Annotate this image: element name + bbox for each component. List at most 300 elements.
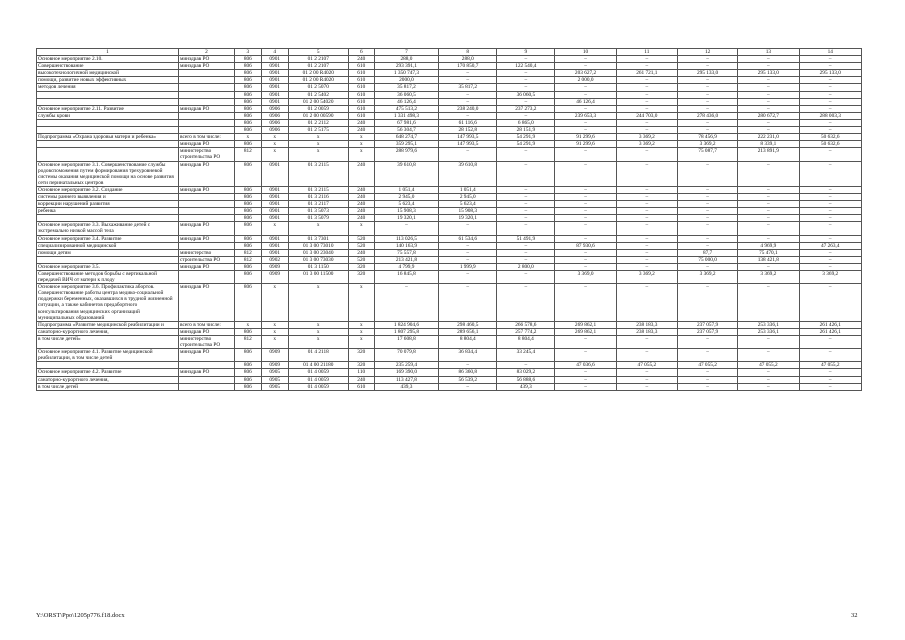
table-cell: – [799, 105, 862, 112]
table-cell: – [555, 201, 616, 208]
table-cell: ребенка [37, 208, 179, 215]
table-cell: – [555, 186, 616, 193]
table-cell: 278 436,0 [677, 112, 737, 119]
table-cell [37, 127, 179, 134]
table-cell: – [738, 91, 799, 98]
table-cell: – [677, 91, 737, 98]
table-cell: Совершенствование методов борьбы с вертикальной передачей ВИЧ от матери к плоду [37, 271, 179, 284]
table-row [37, 141, 862, 148]
table-cell: – [374, 222, 439, 235]
table-cell: 0901 [261, 63, 288, 70]
table-cell: – [439, 256, 497, 263]
table-cell: 113 026,5 [374, 235, 439, 242]
table-cell: 47 055,2 [738, 362, 799, 369]
table-cell: – [555, 208, 616, 215]
table-cell: Основное мероприятие 4.2. Развитие [37, 369, 179, 376]
table-cell: 0905 [261, 376, 288, 383]
table-row [37, 222, 862, 235]
table-cell: – [439, 98, 497, 105]
table-cell: 39 610,8 [439, 161, 497, 186]
table-cell: – [439, 91, 497, 98]
column-header: 4 [261, 49, 288, 56]
table-cell: минздрав РО [178, 186, 234, 193]
table-cell: 28 151,9 [497, 127, 555, 134]
table-cell: – [497, 215, 555, 222]
table-cell: – [616, 284, 677, 322]
table-cell: – [738, 263, 799, 270]
table-cell: 280 672,7 [738, 112, 799, 119]
table-cell: – [555, 193, 616, 200]
table-cell: x [261, 284, 288, 322]
table-cell: 475 513,2 [374, 105, 439, 112]
table-cell: 295 133,0 [738, 70, 799, 77]
table-cell: 806 [234, 84, 261, 91]
table-cell: 806 [234, 208, 261, 215]
table-row [37, 161, 862, 186]
table-cell: службы крови [37, 112, 179, 119]
table-cell: – [497, 208, 555, 215]
table-cell: 806 [234, 328, 261, 335]
table-cell: – [497, 242, 555, 249]
table-cell: 261 721,1 [616, 70, 677, 77]
table-cell [37, 148, 179, 161]
table-cell: 147 993,5 [439, 134, 497, 141]
table-cell: 203 627,2 [555, 70, 616, 77]
table-cell: в том числе детей [37, 383, 179, 390]
table-cell: 54 291,9 [497, 134, 555, 141]
table-cell: 47 263,4 [799, 242, 862, 249]
table-cell: 213 421,8 [374, 256, 439, 263]
table-cell: минздрав РО [178, 63, 234, 70]
table-cell: 269 862,1 [555, 321, 616, 328]
table-cell: – [616, 349, 677, 362]
table-cell: 3 369,2 [677, 271, 737, 284]
table-cell: 01 2 00 00590 [288, 112, 348, 119]
table-cell: x [288, 284, 348, 322]
column-header: 13 [738, 49, 799, 56]
table-cell: 806 [234, 349, 261, 362]
table-cell: 0901 [261, 70, 288, 77]
table-cell: x [348, 134, 374, 141]
table-cell: – [555, 349, 616, 362]
table-cell: минздрав РО [178, 235, 234, 242]
table-cell: – [497, 186, 555, 193]
table-row [37, 127, 862, 134]
table-cell [37, 256, 179, 263]
table-cell: 70 079,8 [374, 349, 439, 362]
table-cell: 86 360,8 [439, 369, 497, 376]
table-cell: – [374, 284, 439, 322]
table-cell: 237 273,2 [497, 105, 555, 112]
table-cell: – [555, 256, 616, 263]
table-cell: 39 610,8 [374, 161, 439, 186]
table-cell: Основное мероприятие 3.1. Совершенствование службы родовспоможения путем формирования трехуровневой системы оказания медицинской помощи на основе развития сети перинатальных центров [37, 161, 179, 186]
table-cell: – [616, 127, 677, 134]
table-cell: – [738, 215, 799, 222]
table-cell: 648 274,7 [374, 134, 439, 141]
table-cell: 78 456,9 [677, 134, 737, 141]
table-row [37, 256, 862, 263]
table-cell: 0902 [261, 256, 288, 263]
table-cell: 01 3 5073 [288, 208, 348, 215]
table-cell: – [497, 256, 555, 263]
table-cell: 4 799,9 [374, 263, 439, 270]
table-cell: – [439, 383, 497, 390]
column-header: 3 [234, 49, 261, 56]
table-cell: – [497, 249, 555, 256]
table-cell: – [677, 201, 737, 208]
table-cell: 610 [348, 105, 374, 112]
table-cell: x [288, 141, 348, 148]
table-cell: – [616, 119, 677, 126]
table-cell [178, 98, 234, 105]
table-cell: 01 3 2115 [288, 186, 348, 193]
table-cell [178, 383, 234, 390]
table-cell: 01 2 2112 [288, 119, 348, 126]
table-cell: 47 055,2 [677, 362, 737, 369]
table-cell [37, 141, 179, 148]
table-cell: 0901 [261, 235, 288, 242]
table-cell: – [497, 77, 555, 84]
table-cell: 295 133,0 [799, 70, 862, 77]
table-cell: 289 656,1 [439, 328, 497, 335]
table-cell [178, 242, 234, 249]
table-cell: 240 [348, 208, 374, 215]
table-cell: – [555, 376, 616, 383]
table-row [37, 376, 862, 383]
table-cell: – [555, 56, 616, 63]
table-row [37, 362, 862, 369]
table-cell: 0901 [261, 208, 288, 215]
table-cell: Основное мероприятие 2.11. Развитие [37, 105, 179, 112]
table-cell: 01 3 00 73010 [288, 242, 348, 249]
table-cell [178, 208, 234, 215]
table-cell: 35 817,2 [439, 84, 497, 91]
column-header: 5 [288, 49, 348, 56]
table-cell: 610 [348, 383, 374, 390]
table-row [37, 70, 862, 77]
table-cell: – [738, 222, 799, 235]
table-cell: – [555, 91, 616, 98]
table-cell: 288,0 [439, 56, 497, 63]
table-cell: – [497, 362, 555, 369]
table-cell: 01 2 2107 [288, 56, 348, 63]
table-row [37, 186, 862, 193]
table-cell: – [738, 376, 799, 383]
table-cell: – [677, 263, 737, 270]
table-cell [37, 91, 179, 98]
table-cell: – [738, 63, 799, 70]
table-cell: 01 2 0059 [288, 105, 348, 112]
table-cell: 806 [234, 201, 261, 208]
table-cell: 138 421,8 [738, 256, 799, 263]
column-header: 9 [497, 49, 555, 56]
table-cell: – [677, 376, 737, 383]
table-cell: 240 [348, 201, 374, 208]
table-cell: санаторно-курортного лечения, [37, 328, 179, 335]
table-cell: – [677, 383, 737, 390]
table-cell: 610 [348, 77, 374, 84]
table-cell: 87 930,6 [555, 242, 616, 249]
table-cell: x [288, 328, 348, 335]
table-cell: министерство строительства РО [178, 148, 234, 161]
table-cell: 806 [234, 105, 261, 112]
table-cell: – [677, 369, 737, 376]
table-cell: 806 [234, 222, 261, 235]
table-cell: 806 [234, 271, 261, 284]
table-cell: – [738, 98, 799, 105]
table-cell: 75 000,0 [677, 256, 737, 263]
table-cell: 3 369,2 [738, 271, 799, 284]
table-cell: 33 245,4 [497, 349, 555, 362]
table-cell: 237 057,9 [677, 321, 737, 328]
table-cell: 3 369,2 [799, 271, 862, 284]
table-cell: 610 [348, 98, 374, 105]
table-cell: 235 259,4 [374, 362, 439, 369]
table-cell: 01 3 7301 [288, 235, 348, 242]
table-cell: 253 336,1 [738, 328, 799, 335]
table-cell: x [234, 321, 261, 328]
table-cell: министерство строительства РО [178, 335, 234, 348]
table-cell: – [616, 383, 677, 390]
table-cell: – [616, 91, 677, 98]
table-cell: 3 369,2 [616, 271, 677, 284]
table-cell: – [677, 105, 737, 112]
table-cell: – [677, 56, 737, 63]
table-cell: 213 891,9 [738, 148, 799, 161]
table-cell: 0901 [261, 186, 288, 193]
table-cell: x [261, 141, 288, 148]
table-cell: 01 2 2107 [288, 63, 348, 70]
table-cell: 240 [348, 376, 374, 383]
table-cell: – [799, 127, 862, 134]
table-cell: 238 183,3 [616, 321, 677, 328]
table-cell: Подпрограмма «Развитие медицинской реабилитации и [37, 321, 179, 328]
table-cell: – [439, 242, 497, 249]
table-cell: 01 2 5070 [288, 84, 348, 91]
table-cell: – [616, 193, 677, 200]
table-cell: 520 [348, 256, 374, 263]
table-cell: – [738, 119, 799, 126]
table-cell: x [261, 134, 288, 141]
table-cell: 0901 [261, 98, 288, 105]
table-cell: 806 [234, 383, 261, 390]
table-cell: 610 [348, 91, 374, 98]
table-cell: 01 3 5079 [288, 215, 348, 222]
table-cell: x [261, 148, 288, 161]
table-cell: – [555, 105, 616, 112]
table-cell: Основное мероприятие 2.10. [37, 56, 179, 63]
table-cell: 806 [234, 70, 261, 77]
table-row [37, 77, 862, 84]
table-cell: 239 653,3 [555, 112, 616, 119]
table-cell: x [261, 335, 288, 348]
table-cell: 0901 [261, 249, 288, 256]
table-cell: – [497, 222, 555, 235]
table-cell: 610 [348, 84, 374, 91]
table-cell: x [234, 134, 261, 141]
column-header: 2 [178, 49, 234, 56]
table-cell: 238 183,3 [616, 328, 677, 335]
table-cell: 3 369,2 [616, 134, 677, 141]
table-cell: x [261, 328, 288, 335]
table-cell: 806 [234, 284, 261, 322]
table-cell: минздрав РО [178, 263, 234, 270]
table-cell [37, 98, 179, 105]
table-cell: 3 369,2 [677, 141, 737, 148]
table-cell: – [799, 349, 862, 362]
table-cell: – [555, 284, 616, 322]
table-cell: 0901 [261, 215, 288, 222]
table-cell: минздрав РО [178, 369, 234, 376]
table-cell: 01 4 0059 [288, 376, 348, 383]
table-row [37, 235, 862, 242]
column-header: 7 [374, 49, 439, 56]
table-cell: 75 087,7 [677, 148, 737, 161]
table-cell: – [677, 77, 737, 84]
table-cell: всего в том числе: [178, 321, 234, 328]
table-row [37, 201, 862, 208]
table-cell: – [799, 201, 862, 208]
table-cell: – [439, 222, 497, 235]
table-cell: строительства РО [178, 256, 234, 263]
table-cell: 47 055,2 [799, 362, 862, 369]
table-cell: – [555, 335, 616, 348]
table-cell: x [288, 222, 348, 235]
table-cell: 28 152,8 [439, 127, 497, 134]
table-cell: Подпрограмма «Охрана здоровья матери и ребенка» [37, 134, 179, 141]
table-row [37, 369, 862, 376]
table-cell: в том числе детей» [37, 335, 179, 348]
table-cell: – [616, 369, 677, 376]
table-cell [178, 271, 234, 284]
table-cell: 806 [234, 263, 261, 270]
table-cell: x [348, 321, 374, 328]
table-cell: 01 2 00 54020 [288, 98, 348, 105]
table-cell: – [555, 84, 616, 91]
table-row [37, 148, 862, 161]
table-cell: – [555, 148, 616, 161]
table-cell: 56 539,2 [439, 376, 497, 383]
table-cell: минздрав РО [178, 222, 234, 235]
table-cell: – [616, 235, 677, 242]
table-cell: 439,3 [374, 383, 439, 390]
table-cell: – [555, 119, 616, 126]
table-cell: – [799, 91, 862, 98]
table-cell: – [616, 77, 677, 84]
table-cell: 8 804,4 [439, 335, 497, 348]
table-cell: 812 [234, 249, 261, 256]
table-cell: 806 [234, 112, 261, 119]
table-cell: 806 [234, 141, 261, 148]
table-cell: 359 295,1 [374, 141, 439, 148]
column-header: 6 [348, 49, 374, 56]
table-cell: 19 320,1 [439, 215, 497, 222]
table-cell: 320 [348, 271, 374, 284]
table-cell: 238 240,0 [439, 105, 497, 112]
table-row [37, 119, 862, 126]
table-row [37, 193, 862, 200]
table-cell: – [799, 215, 862, 222]
table-cell: – [677, 335, 737, 348]
table-cell: – [799, 369, 862, 376]
table-cell: – [677, 161, 737, 186]
table-cell: – [738, 77, 799, 84]
table-cell: высокотехнологичной медицинской [37, 70, 179, 77]
table-cell: – [439, 77, 497, 84]
table-cell: 0906 [261, 112, 288, 119]
table-cell: 806 [234, 242, 261, 249]
table-cell: – [555, 235, 616, 242]
table-header-row [37, 49, 862, 56]
table-cell: x [288, 321, 348, 328]
table-cell: 51 491,9 [497, 235, 555, 242]
table-cell: – [555, 127, 616, 134]
table-cell: минздрав РО [178, 284, 234, 322]
table-cell: 0901 [261, 242, 288, 249]
table-cell: 0909 [261, 362, 288, 369]
table-cell: 46 126,4 [374, 98, 439, 105]
table-row [37, 242, 862, 249]
table-cell [178, 215, 234, 222]
table-cell: – [677, 193, 737, 200]
table-cell: 320 [348, 362, 374, 369]
table-cell: – [616, 148, 677, 161]
table-cell: 47 036,6 [555, 362, 616, 369]
table-cell: 806 [234, 369, 261, 376]
table-cell: – [497, 148, 555, 161]
table-cell: – [439, 249, 497, 256]
table-cell: – [677, 284, 737, 322]
table-cell: 2 945,0 [439, 193, 497, 200]
table-cell: – [677, 127, 737, 134]
table-cell: 610 [348, 63, 374, 70]
table-cell: x [348, 284, 374, 322]
table-cell: 6 865,0 [497, 119, 555, 126]
table-cell: 01 3 2116 [288, 193, 348, 200]
table-cell: – [677, 119, 737, 126]
table-cell: 1 999,9 [439, 263, 497, 270]
table-cell: 244 703,0 [616, 112, 677, 119]
table-cell: 169 390,0 [374, 369, 439, 376]
table-cell: 257 774,2 [497, 328, 555, 335]
table-row [37, 105, 862, 112]
table-cell: 01 4 0059 [288, 383, 348, 390]
page-number: 32 [851, 612, 858, 619]
table-cell: 1 824 904,6 [374, 321, 439, 328]
table-cell: 240 [348, 249, 374, 256]
table-cell: 50 632,6 [799, 134, 862, 141]
table-cell: 293 391,1 [374, 63, 439, 70]
table-cell: – [555, 161, 616, 186]
table-cell: всего в том числе: [178, 134, 234, 141]
table-cell: 01 3 00 23040 [288, 249, 348, 256]
table-cell: 8 804,4 [497, 335, 555, 348]
table-cell: коррекции нарушений развития [37, 201, 179, 208]
table-cell [178, 119, 234, 126]
table-cell: минздрав РО [178, 349, 234, 362]
table-cell [178, 127, 234, 134]
table-cell: 01 3 1150 [288, 263, 348, 270]
table-row [37, 321, 862, 328]
table-cell: – [738, 284, 799, 322]
table-cell: 01 3 00 11500 [288, 271, 348, 284]
table-cell: 0901 [261, 91, 288, 98]
table-cell: – [616, 161, 677, 186]
table-cell: 56 888,6 [497, 376, 555, 383]
table-cell: – [439, 362, 497, 369]
table-cell: 806 [234, 91, 261, 98]
